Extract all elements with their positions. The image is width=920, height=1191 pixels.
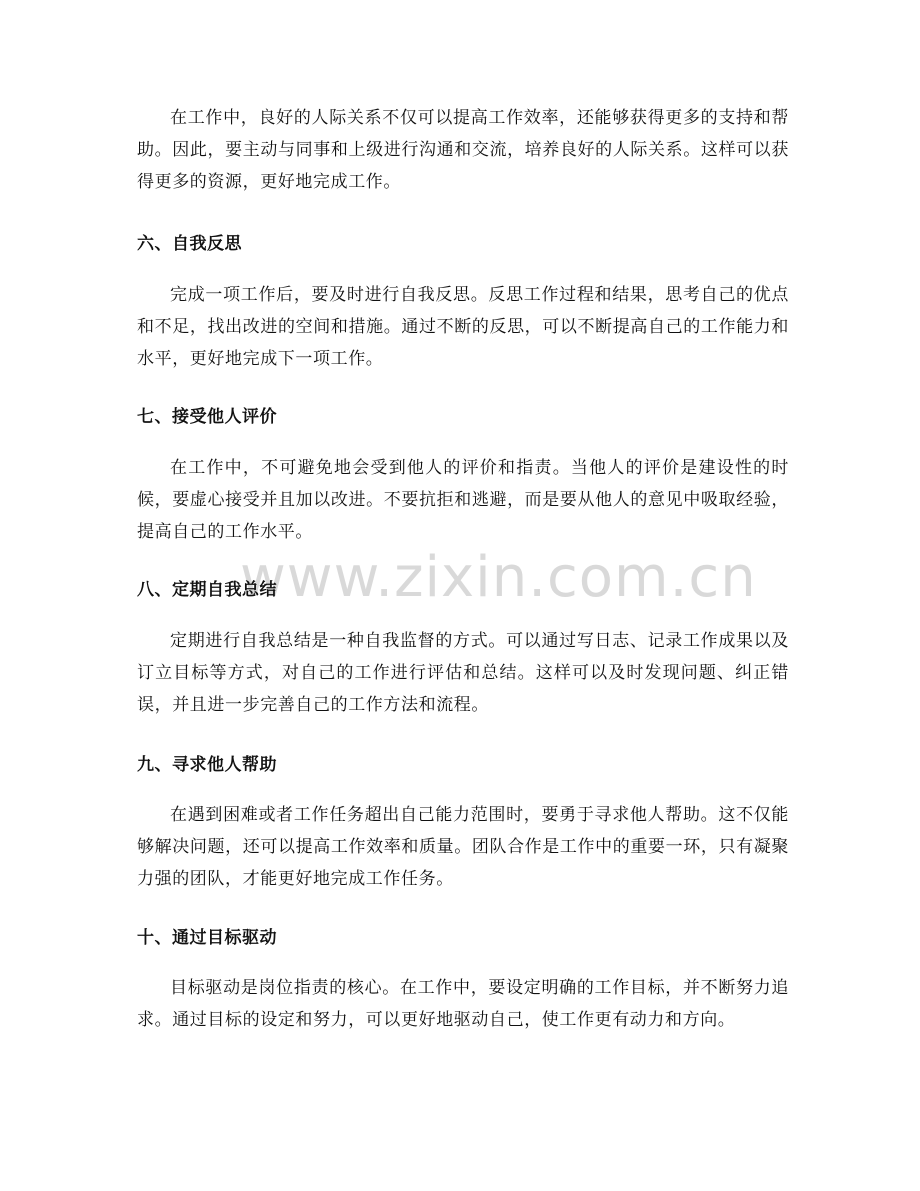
heading-self-summary: 八、定期自我总结	[137, 580, 277, 600]
heading-goal-driven: 十、通过目标驱动	[137, 928, 277, 948]
paragraph-seek-help: 在遇到困难或者工作任务超出自己能力范围时，要勇于寻求他人帮助。这不仅能够解决问题，还可以提高工作效率和质量。团队合作是工作中的重要一环，只有凝聚力强的团队，才能更好地完成工作任务。	[137, 805, 789, 889]
paragraph-accept-evaluation: 在工作中，不可避免地会受到他人的评价和指责。当他人的评价是建设性的时候，要虚心接受并且加以改进。不要抗拒和逃避，而是要从他人的意见中吸取经验，提高自己的工作水平。	[137, 458, 789, 542]
paragraph-self-summary: 定期进行自我总结是一种自我监督的方式。可以通过写日志、记录工作成果以及订立目标等方式，对自己的工作进行评估和总结。这样可以及时发现问题、纠正错误，并且进一步完善自己的工作方法和流程。	[137, 631, 789, 715]
paragraph-goal-driven: 目标驱动是岗位指责的核心。在工作中，要设定明确的工作目标，并不断努力追求。通过目标的设定和努力，可以更好地驱动自己，使工作更有动力和方向。	[137, 978, 789, 1030]
paragraph-self-reflection: 完成一项工作后，要及时进行自我反思。反思工作过程和结果，思考自己的优点和不足，找出改进的空间和措施。通过不断的反思，可以不断提高自己的工作能力和水平，更好地完成下一项工作。	[137, 285, 789, 369]
heading-seek-help: 九、寻求他人帮助	[137, 755, 277, 775]
paragraph-interpersonal: 在工作中，良好的人际关系不仅可以提高工作效率，还能够获得更多的支持和帮助。因此，要主动与同事和上级进行沟通和交流，培养良好的人际关系。这样可以获得更多的资源，更好地完成工作。	[137, 108, 789, 192]
heading-accept-evaluation: 七、接受他人评价	[137, 407, 277, 427]
heading-self-reflection: 六、自我反思	[137, 234, 242, 254]
watermark: www.zixin.com.cn	[240, 545, 757, 610]
